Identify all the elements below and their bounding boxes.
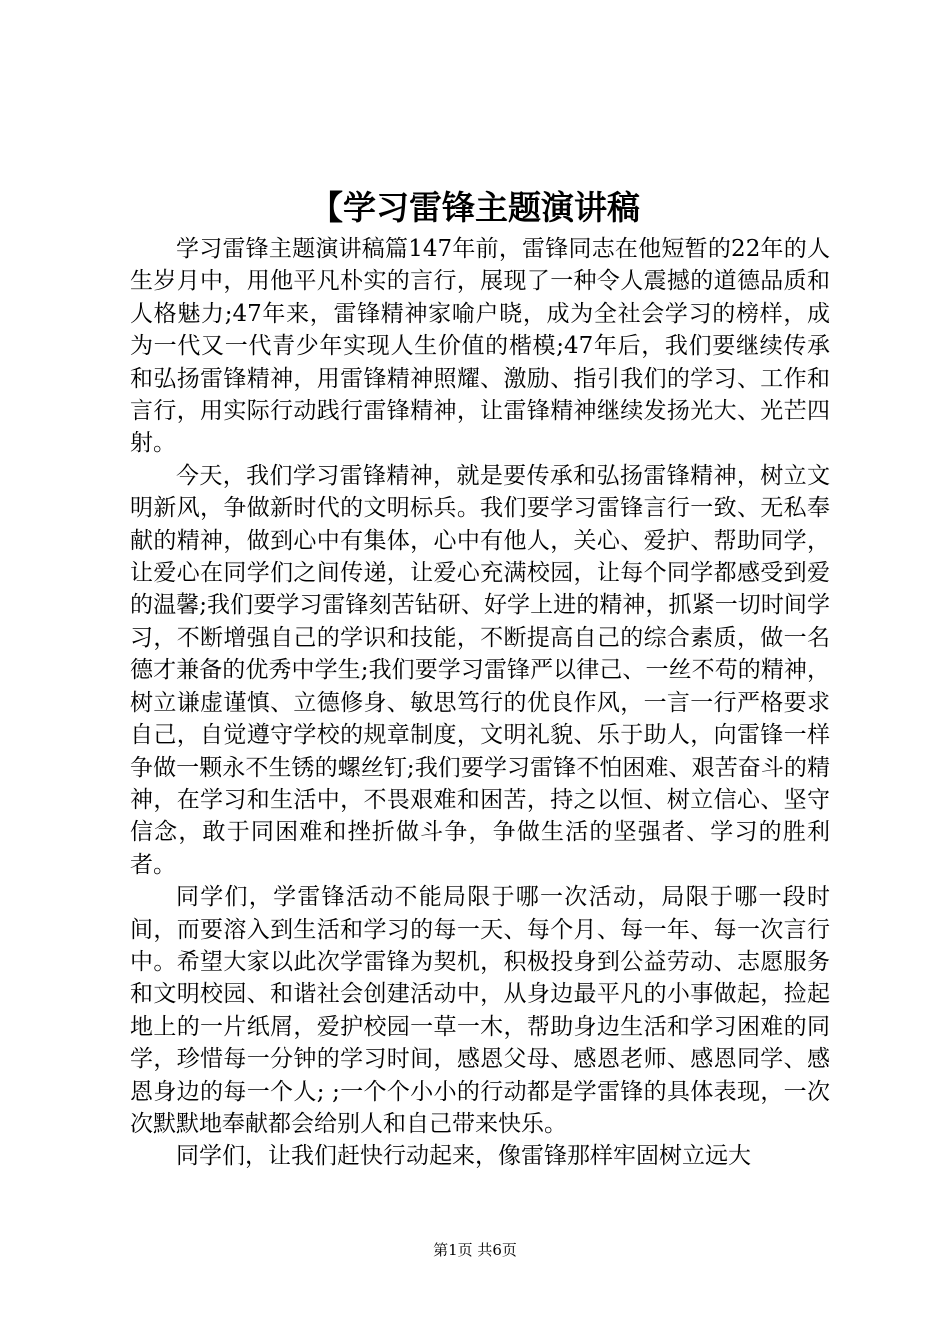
page-footer: 第1页 共6页 — [433, 1241, 517, 1259]
document-title: 【学习雷锋主题演讲稿 — [310, 188, 640, 227]
paragraph-3: 同学们，学雷锋活动不能局限于哪一次活动，局限于哪一段时间，而要溶入到生活和学习的每一天、每个月、每一年、每一次言行中。希望大家以此次学雷锋为契机，积极投身到公益劳动、志愿服务和文明校园、和谐社会创建活动中，从身边最平凡的小事做起，捡起地上的一片纸屑，爱护校园一草一木，帮助身边生活和学习困难的同学，珍惜每一分钟的学习时间，感恩父母、感恩老师、感恩同学、感恩身边的每一个人; ;一个个小小的行动都是学雷锋的具体表现，一次次默默地奉献都会给别人和自己带来快乐。 — [130, 884, 830, 1137]
paragraph-1: 学习雷锋主题演讲稿篇147年前，雷锋同志在他短暂的22年的人生岁月中，用他平凡朴实的言行，展现了一种令人震撼的道德品质和人格魅力;47年来，雷锋精神家喻户晓，成为全社会学习的榜样，成为一代又一代青少年实现人生价值的楷模;47年后，我们要继续传承和弘扬雷锋精神，用雷锋精神照耀、激励、指引我们的学习、工作和言行，用实际行动践行雷锋精神，让雷锋精神继续发扬光大、光芒四射。 — [130, 236, 830, 457]
document-body — [130, 233, 830, 1173]
paragraph-4: 同学们，让我们赶快行动起来，像雷锋那样牢固树立远大 — [176, 1143, 751, 1170]
paragraph-2: 今天，我们学习雷锋精神，就是要传承和弘扬雷锋精神，树立文明新风，争做新时代的文明标兵。我们要学习雷锋言行一致、无私奉献的精神，做到心中有集体，心中有他人，关心、爱护、帮助同学，让爱心在同学们之间传递，让爱心充满校园，让每个同学都感受到爱的温馨;我们要学习雷锋刻苦钻研、好学上进的精神，抓紧一切时间学习，不断增强自己的学识和技能，不断提高自己的综合素质，做一名德才兼备的优秀中学生;我们要学习雷锋严以律己、一丝不苟的精神，树立谦虚谨慎、立德修身、敏思笃行的优良作风，一言一行严格要求自己，自觉遵守学校的规章制度，文明礼貌、乐于助人，向雷锋一样争做一颗永不生锈的螺丝钉;我们要学习雷锋不怕困难、艰苦奋斗的精神，在学习和生活中，不畏艰难和困苦，持之以恒、树立信心、坚守信念，敢于同困难和挫折做斗争，争做生活的坚强者、学习的胜利者。 — [130, 462, 830, 878]
